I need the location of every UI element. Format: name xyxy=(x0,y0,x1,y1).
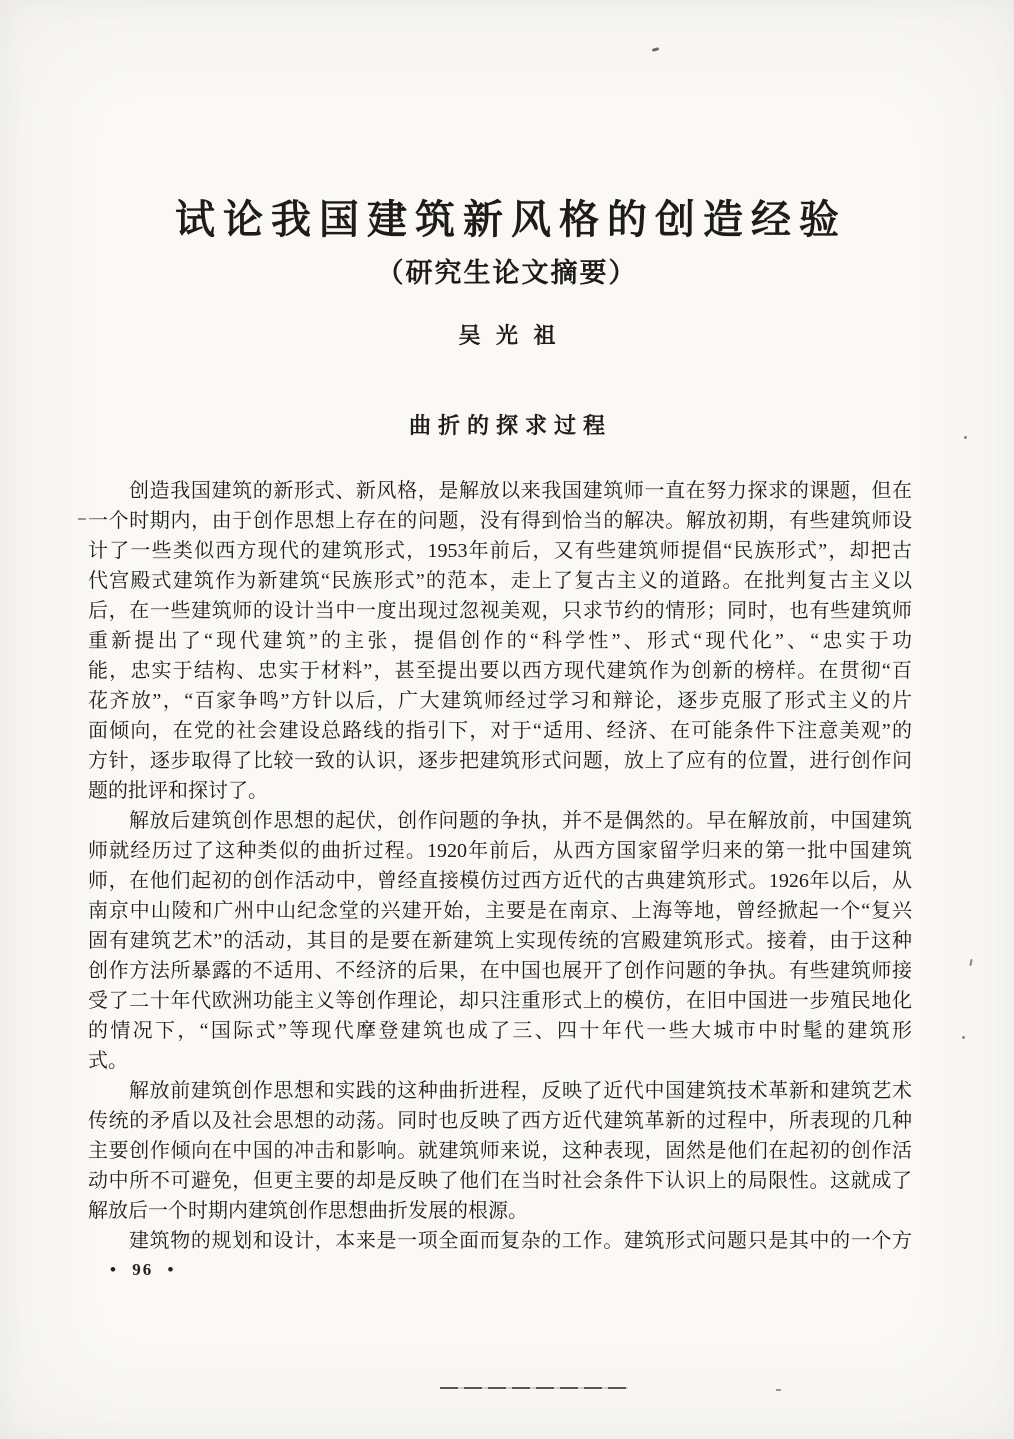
text-line: 代宫殿式建筑作为新建筑“民族形式”的范本，走上了复古主义的道路。在批判复古主义以 xyxy=(88,570,912,592)
section-heading: 曲折的探求过程 xyxy=(408,413,612,438)
text-line: 方针，逐步取得了比较一致的认识，逐步把建筑形式问题，放上了应有的位置，进行创作问 xyxy=(88,750,912,772)
text-line: 一个时期内，由于创作思想上存在的问题，没有得到恰当的解决。解放初期，有些建筑师设 xyxy=(88,510,912,532)
document-subtitle: （研究生论文摘要） xyxy=(376,258,638,288)
text-line: 计了一些类似西方现代的建筑形式，1953年前后，又有些建筑师提倡“民族形式”，却把古 xyxy=(88,540,912,562)
text-line: 能，忠实于结构、忠实于材料”，甚至提出要以西方现代建筑作为创新的榜样。在贯彻“百 xyxy=(88,660,912,682)
ink-speck xyxy=(78,518,86,520)
text-line: 师就经历过了这种类似的曲折过程。1920年前后，从西方国家留学归来的第一批中国建筑 xyxy=(88,840,912,862)
text-line: 建筑物的规划和设计，本来是一项全面而复杂的工作。建筑形式问题只是其中的一个方 xyxy=(129,1230,912,1252)
ink-speck xyxy=(964,436,967,439)
document-title: 试论我国建筑新风格的创造经验 xyxy=(175,197,847,242)
text-line: 固有建筑艺术”的活动，其目的是要在新建筑上实现传统的宫殿建筑形式。接着，由于这种 xyxy=(88,930,912,952)
text-line: 面倾向，在党的社会建设总路线的指引下，对于“适用、经济、在可能条件下注意美观”的 xyxy=(88,720,912,742)
text-line: 的情况下，“国际式”等现代摩登建筑也成了三、四十年代一些大城市中时髦的建筑形 xyxy=(88,1020,912,1042)
text-line: 后，在一些建筑师的设计当中一度出现过忽视美观，只求节约的情形；同时，也有些建筑师 xyxy=(88,600,912,622)
ink-speck xyxy=(776,1389,781,1391)
page-number: • 96 • xyxy=(110,1260,176,1279)
text-line: 解放前建筑创作思想和实践的这种曲折进程，反映了近代中国建筑技术革新和建筑艺术 xyxy=(129,1080,912,1102)
text-line: 重新提出了“现代建筑”的主张，提倡创作的“科学性”、形式“现代化”、“忠实于功 xyxy=(88,630,912,652)
text-line: 动中所不可避免，但更主要的却是反映了他们在当时社会条件下认识上的局限性。这就成了 xyxy=(88,1170,912,1192)
text-line: 主要创作倾向在中国的冲击和影响。就建筑师来说，这种表现，固然是他们在起初的创作活 xyxy=(88,1140,912,1162)
text-line: 题的批评和探讨了。 xyxy=(88,780,268,802)
paragraph xyxy=(88,806,912,1076)
scan-line-artifact xyxy=(440,1387,628,1389)
text-line: 师，在他们起初的创作活动中，曾经直接模仿过西方近代的古典建筑形式。1926年以后，从 xyxy=(88,870,912,892)
ink-speck xyxy=(652,47,660,52)
text-line: 传统的矛盾以及社会思想的动荡。同时也反映了西方近代建筑革新的过程中，所表现的几种 xyxy=(88,1110,912,1132)
author-name: 吴 光 祖 xyxy=(458,323,556,348)
text-line: 创造我国建筑的新形式、新风格，是解放以来我国建筑师一直在努力探求的课题，但在 xyxy=(129,480,912,502)
text-line: 花齐放”，“百家争鸣”方针以后，广大建筑师经过学习和辩论，逐步克服了形式主义的片 xyxy=(88,690,912,712)
paragraph xyxy=(88,1226,912,1256)
text-line: 南京中山陵和广州中山纪念堂的兴建开始，主要是在南京、上海等地，曾经掀起一个“复兴 xyxy=(88,900,912,922)
ink-speck xyxy=(962,1036,965,1039)
text-line: 解放后建筑创作思想的起伏，创作问题的争执，并不是偶然的。早在解放前，中国建筑 xyxy=(129,810,912,832)
paragraph xyxy=(88,476,912,806)
ink-speck xyxy=(969,959,972,966)
text-line: 式。 xyxy=(88,1050,128,1072)
body-text xyxy=(88,476,912,1256)
paragraph xyxy=(88,1076,912,1226)
text-line: 解放后一个时期内建筑创作思想曲折发展的根源。 xyxy=(88,1200,528,1222)
text-line: 创作方法所暴露的不适用、不经济的后果，在中国也展开了创作问题的争执。有些建筑师接 xyxy=(88,960,912,982)
text-line: 受了二十年代欧洲功能主义等创作理论，却只注重形式上的模仿，在旧中国进一步殖民地化 xyxy=(88,990,912,1012)
